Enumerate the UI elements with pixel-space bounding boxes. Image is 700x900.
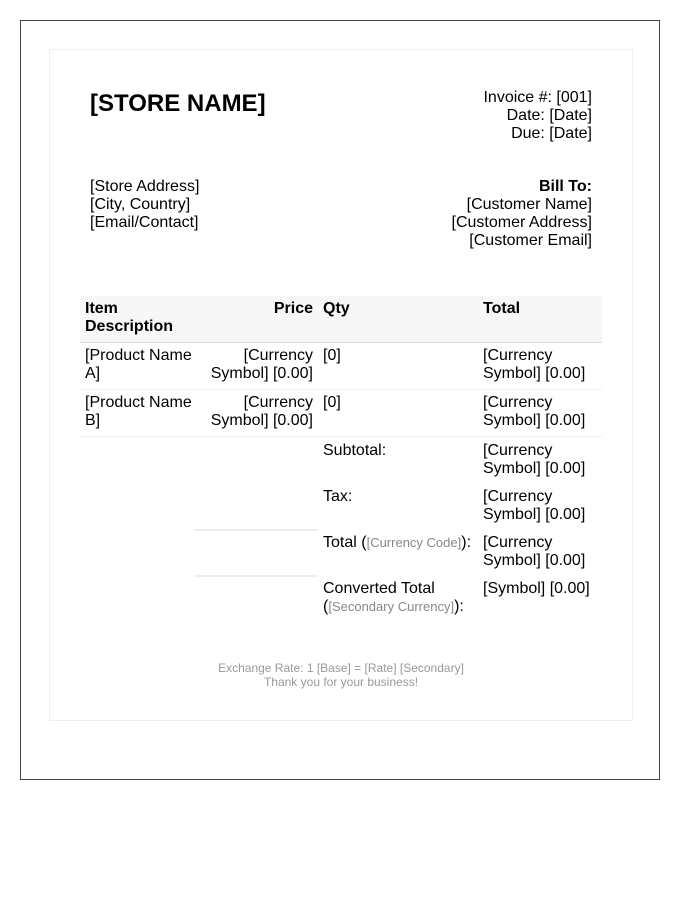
table-header-row bbox=[80, 296, 602, 343]
converted-total-row bbox=[80, 575, 602, 621]
item-qty: [0] bbox=[323, 347, 341, 364]
customer-email: [Customer Email] bbox=[469, 232, 592, 249]
invoice-due-date: Due: [Date] bbox=[511, 125, 592, 142]
store-address-block bbox=[90, 178, 199, 232]
item-qty: [0] bbox=[323, 394, 341, 411]
totals-summary bbox=[80, 437, 602, 621]
item-description: [Product Name A] bbox=[85, 347, 192, 382]
subtotal-row bbox=[80, 437, 602, 483]
tax-label: Tax: bbox=[323, 488, 353, 505]
total-label-prefix: Total ( bbox=[323, 534, 367, 551]
subtotal-value: [Currency Symbol] [0.00] bbox=[483, 442, 586, 477]
item-total: [Currency Symbol] [0.00] bbox=[483, 347, 586, 382]
column-header-total: Total bbox=[483, 300, 521, 317]
converted-total-value: [Symbol] [0.00] bbox=[483, 580, 590, 597]
customer-name: [Customer Name] bbox=[466, 196, 592, 213]
table-row bbox=[80, 343, 602, 390]
column-header-qty: Qty bbox=[323, 300, 350, 317]
invoice-date: Date: [Date] bbox=[506, 107, 592, 124]
secondary-currency-placeholder: [Secondary Currency] bbox=[328, 599, 455, 614]
column-header-price: Price bbox=[273, 300, 313, 317]
store-name: [STORE NAME] bbox=[90, 90, 266, 117]
item-price: [Currency Symbol] [0.00] bbox=[210, 394, 313, 429]
column-header-description: Item Description bbox=[85, 300, 174, 335]
item-price: [Currency Symbol] [0.00] bbox=[210, 347, 313, 382]
invoice-meta bbox=[483, 89, 592, 143]
store-contact: [Email/Contact] bbox=[90, 214, 199, 231]
store-address: [Store Address] bbox=[90, 178, 200, 195]
total-value: [Currency Symbol] [0.00] bbox=[483, 534, 586, 569]
subtotal-label: Subtotal: bbox=[323, 442, 387, 459]
invoice-number: Invoice #: [001] bbox=[483, 89, 592, 106]
tax-value: [Currency Symbol] [0.00] bbox=[483, 488, 586, 523]
converted-total-label bbox=[318, 575, 478, 621]
invoice-footer bbox=[49, 661, 633, 689]
tax-row bbox=[80, 483, 602, 529]
exchange-rate-note: Exchange Rate: 1 [Base] = [Rate] [Secondary] bbox=[218, 661, 464, 675]
total-label-suffix: ): bbox=[461, 534, 472, 551]
store-city: [City, Country] bbox=[90, 196, 191, 213]
converted-label-suffix: ): bbox=[454, 598, 464, 615]
customer-address: [Customer Address] bbox=[451, 214, 592, 231]
thank-you-note: Thank you for your business! bbox=[263, 675, 419, 689]
total-row bbox=[80, 529, 602, 575]
converted-label-prefix: Converted Total ( bbox=[323, 580, 435, 615]
currency-code-placeholder: [Currency Code] bbox=[366, 535, 462, 550]
bill-to-block bbox=[452, 178, 593, 250]
item-description: [Product Name B] bbox=[85, 394, 192, 429]
item-total: [Currency Symbol] [0.00] bbox=[483, 394, 586, 429]
table-row bbox=[80, 390, 602, 437]
total-label bbox=[318, 529, 478, 575]
bill-to-title: Bill To: bbox=[538, 178, 592, 195]
items-table bbox=[80, 296, 602, 437]
